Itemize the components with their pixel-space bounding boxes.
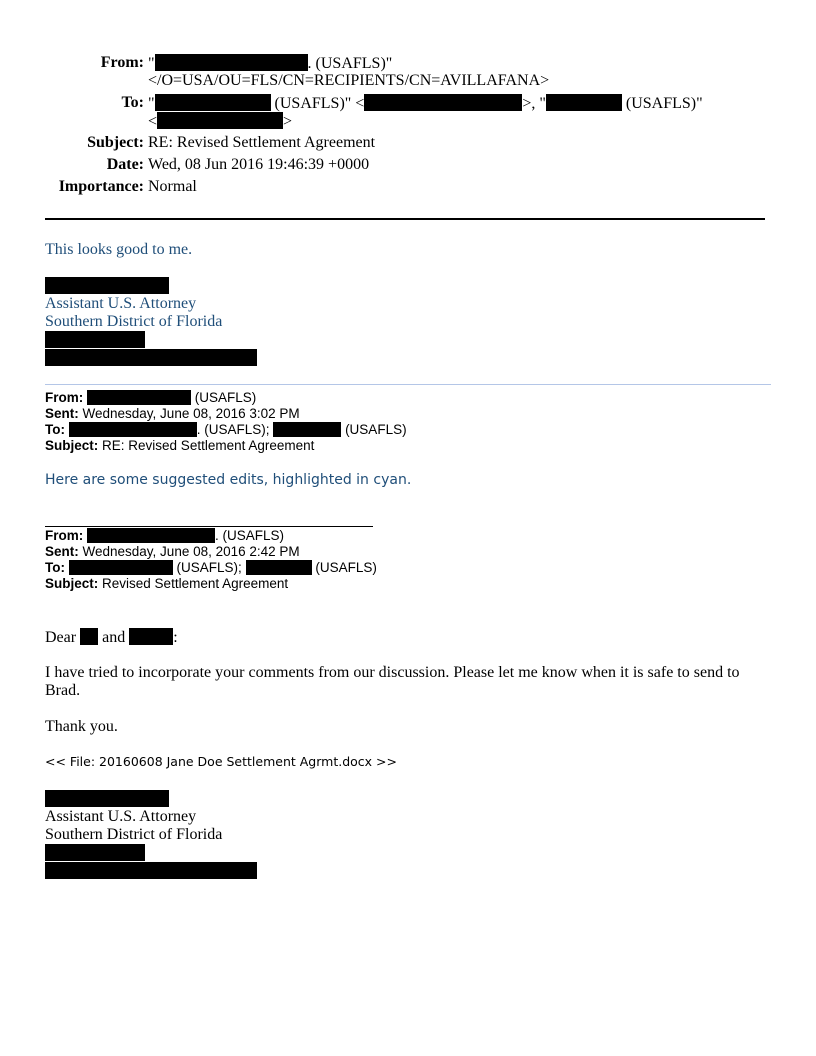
redaction-box: [45, 790, 169, 807]
redaction-box: [45, 844, 145, 861]
email2-sent-value: Wednesday, June 08, 2016 3:02 PM: [82, 406, 300, 421]
email2-from: [45, 390, 256, 405]
to-value: [148, 94, 703, 113]
email2-to-part1: . (USAFLS);: [196, 422, 270, 437]
to-label: To:: [121, 94, 144, 111]
redaction-box: [87, 528, 215, 543]
greeting-colon: :: [173, 629, 178, 646]
redaction-box: [273, 422, 341, 437]
subject-value: RE: Revised Settlement Agreement: [148, 134, 376, 151]
email3-subject-value: Revised Settlement Agreement: [102, 576, 289, 591]
redaction-box: [80, 628, 98, 645]
email3-greeting: [45, 628, 178, 647]
reply-message: This looks good to me.: [45, 241, 193, 258]
redaction-box: [157, 112, 283, 129]
email2-subject: [45, 438, 314, 453]
redaction-box: [246, 560, 312, 575]
redaction-box: [155, 54, 308, 71]
email3-thanks: Thank you.: [45, 718, 118, 735]
email3-to-label: To:: [45, 560, 65, 575]
email3-to-part2: (USAFLS): [315, 560, 377, 575]
email3-from-label: From:: [45, 528, 84, 543]
importance-label: Importance:: [58, 178, 144, 195]
redaction-box: [45, 331, 145, 348]
email2-subject-value: RE: Revised Settlement Agreement: [102, 438, 315, 453]
redaction-box: [45, 277, 169, 294]
quoted-divider-2: [45, 526, 373, 527]
reply-sig-title: Assistant U.S. Attorney: [45, 295, 197, 312]
email3-to-part1: (USAFLS);: [176, 560, 242, 575]
email2-sent-label: Sent:: [45, 406, 79, 421]
email3-sig-title: Assistant U.S. Attorney: [45, 808, 197, 825]
from-address: </O=USA/OU=FLS/CN=RECIPIENTS/CN=AVILLAFANA>: [148, 72, 550, 89]
importance-value: Normal: [148, 178, 197, 195]
header-divider: [45, 218, 765, 220]
email3-to: [45, 560, 377, 575]
redaction-box: [69, 422, 197, 437]
attachment-link[interactable]: << File: 20160608 Jane Doe Settlement Agrmt.docx >>: [45, 754, 397, 769]
email3-sent: [45, 544, 300, 559]
email2-to-part2: (USAFLS): [345, 422, 407, 437]
email3-sig-office: Southern District of Florida: [45, 826, 223, 843]
to-quote: ": [148, 95, 155, 112]
email2-message: Here are some suggested edits, highlighted in cyan.: [45, 472, 412, 488]
email2-sent: [45, 406, 300, 421]
date-label: Date:: [106, 156, 144, 173]
redaction-box: [129, 628, 173, 645]
email3-sent-label: Sent:: [45, 544, 79, 559]
email3-body-line2: Brad.: [45, 682, 81, 699]
email3-sent-value: Wednesday, June 08, 2016 2:42 PM: [82, 544, 300, 559]
email2-from-suffix: (USAFLS): [194, 390, 257, 405]
email3-subject-label: Subject:: [45, 576, 99, 591]
to-line2-open: <: [148, 113, 158, 130]
subject-label: Subject:: [87, 134, 144, 151]
from-label: From:: [100, 54, 144, 71]
redaction-box: [546, 94, 622, 111]
email3-from-suffix: . (USAFLS): [215, 528, 285, 543]
email2-from-label: From:: [45, 390, 84, 405]
redaction-box: [45, 349, 257, 366]
to-part3: (USAFLS)": [625, 95, 703, 112]
email3-from: [45, 528, 284, 543]
email3-subject: [45, 576, 288, 591]
email3-body-line1: I have tried to incorporate your comments from our discussion. Please let me know when it is safe to send to: [45, 664, 740, 681]
to-address-line2: [148, 112, 292, 131]
greeting-and: and: [102, 629, 126, 646]
redaction-box: [364, 94, 522, 111]
reply-sig-office: Southern District of Florida: [45, 313, 223, 330]
to-part2: >, ": [522, 95, 546, 112]
email2-to-label: To:: [45, 422, 65, 437]
redaction-box: [155, 94, 271, 111]
quoted-divider: [45, 384, 771, 385]
from-value: [148, 54, 392, 73]
email2-subject-label: Subject:: [45, 438, 99, 453]
redaction-box: [45, 862, 257, 879]
redaction-box: [87, 390, 191, 405]
to-line2-close: >: [283, 113, 293, 130]
from-suffix: . (USAFLS)": [307, 55, 393, 72]
redaction-box: [69, 560, 173, 575]
email2-to: [45, 422, 407, 437]
to-part1: (USAFLS)" <: [274, 95, 365, 112]
date-value: Wed, 08 Jun 2016 19:46:39 +0000: [148, 156, 370, 173]
from-quote: ": [148, 55, 155, 72]
greeting-dear: Dear: [45, 629, 77, 646]
